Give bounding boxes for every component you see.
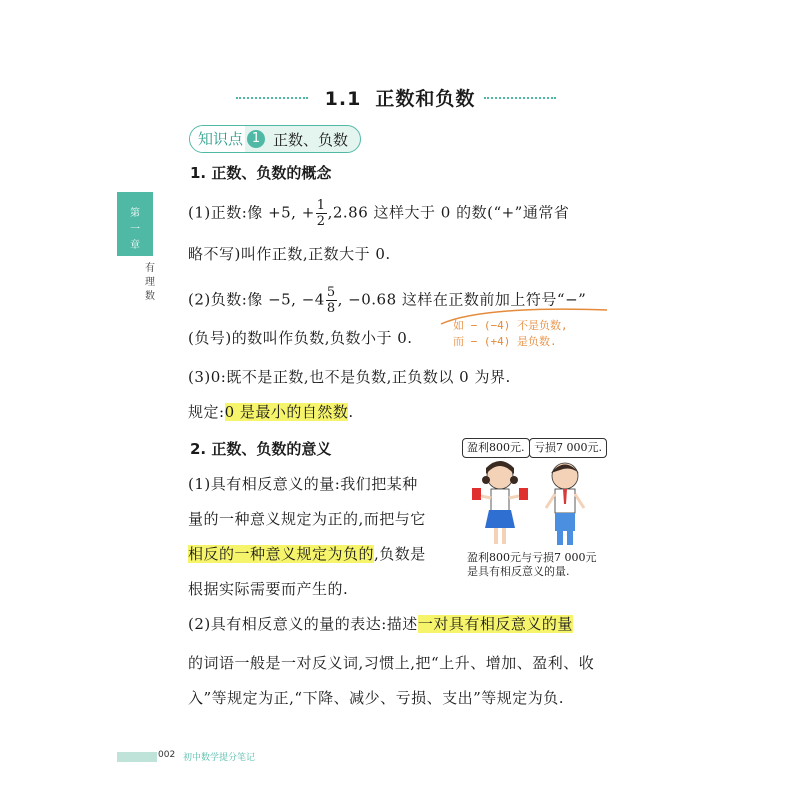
frac-denominator: 8 <box>326 301 336 316</box>
section-title-text: 正数和负数 <box>375 88 476 110</box>
knowledge-point-badge <box>189 125 361 153</box>
rule-highlight: 0 是最小的自然数 <box>224 403 349 421</box>
p1-highlight: 相反的一种意义规定为负的 <box>188 545 375 563</box>
section1-heading: 1. 正数、负数的概念 <box>190 164 332 182</box>
margin-note-line2: 而 − (+4) 是负数. <box>453 335 557 348</box>
speech-bubble-profit: 盈利800元. <box>462 438 530 458</box>
book-title: 初中数学提分笔记 <box>183 753 256 763</box>
section2-heading: 2. 正数、负数的意义 <box>190 440 332 458</box>
chapter-tab <box>117 192 153 256</box>
section2-p1-line2: 量的一种意义规定为正的,而把与它 <box>188 510 426 528</box>
caption-line1: 盈利800元与亏损7 000元 <box>467 551 597 564</box>
p2-text-b: , −0.68 这样在正数前加上符号“−” <box>337 290 587 309</box>
section2-p1-line1: (1)具有相反意义的量:我们把某种 <box>188 475 418 493</box>
section2-p1-line4: 根据实际需要而产生的. <box>188 580 349 598</box>
frac-denominator: 2 <box>316 214 326 229</box>
chapter-tab-char-1: 第 <box>130 208 140 219</box>
fraction-one-half <box>316 198 327 229</box>
chapter-tab-char-2: 一 <box>130 224 140 235</box>
children-illustration <box>462 458 612 550</box>
footer-bar <box>117 752 157 762</box>
section1-p1-line1 <box>188 198 569 229</box>
page-number: 002 <box>158 750 176 760</box>
speech-bubble-loss: 亏损7 000元. <box>529 438 607 458</box>
section1-p2-line2: (负号)的数叫作负数,负数小于 0. <box>188 329 413 347</box>
section2-p2-line2: 的词语一般是一对反义词,习惯上,把“上升、增加、盈利、收 <box>188 654 595 672</box>
section-number: 1.1 <box>324 88 362 110</box>
caption-line2: 是具有相反意义的量. <box>467 565 570 578</box>
section2-p2-line3: 入”等规定为正,“下降、减少、亏损、支出”等规定为负. <box>188 689 565 707</box>
margin-note-line1: 如 − (−4) 不是负数, <box>453 319 568 332</box>
chapter-subject: 有理数 <box>145 263 155 302</box>
boy-figure <box>546 463 584 545</box>
knowledge-point-number: 1 <box>247 130 265 148</box>
section-title <box>0 84 800 111</box>
section2-p1-line3 <box>188 543 426 564</box>
p2-line1-text: (2)具有相反意义的量的表达:描述 <box>188 615 418 633</box>
p1-text-a: (1)正数:像 +5, + <box>188 203 315 222</box>
p2-highlight: 一对具有相反意义的量 <box>417 615 573 633</box>
section1-p1-line2: 略不写)叫作正数,正数大于 0. <box>188 245 391 263</box>
p1-text-b: ,2.86 这样大于 0 的数(“+”通常省 <box>327 203 570 222</box>
fraction-five-eighths <box>326 285 337 316</box>
section2-p2-line1 <box>188 613 573 634</box>
knowledge-point-label: 知识点 <box>190 126 245 152</box>
margin-note <box>453 318 568 350</box>
knowledge-point-topic: 正数、负数 <box>273 130 349 149</box>
rule-prefix: 规定: <box>188 403 225 421</box>
frac-numerator: 5 <box>326 285 336 300</box>
section1-p3: (3)0:既不是正数,也不是负数,正负数以 0 为界. <box>188 368 511 386</box>
chapter-tab-char-3: 章 <box>130 240 140 251</box>
girl-figure <box>472 461 528 544</box>
rule-suffix: . <box>348 403 354 421</box>
p1-line3-rest: ,负数是 <box>374 545 426 563</box>
p2-text-a: (2)负数:像 −5, −4 <box>188 290 325 309</box>
section1-rule <box>188 401 354 422</box>
illustration-caption <box>467 551 597 579</box>
frac-numerator: 1 <box>316 198 326 213</box>
